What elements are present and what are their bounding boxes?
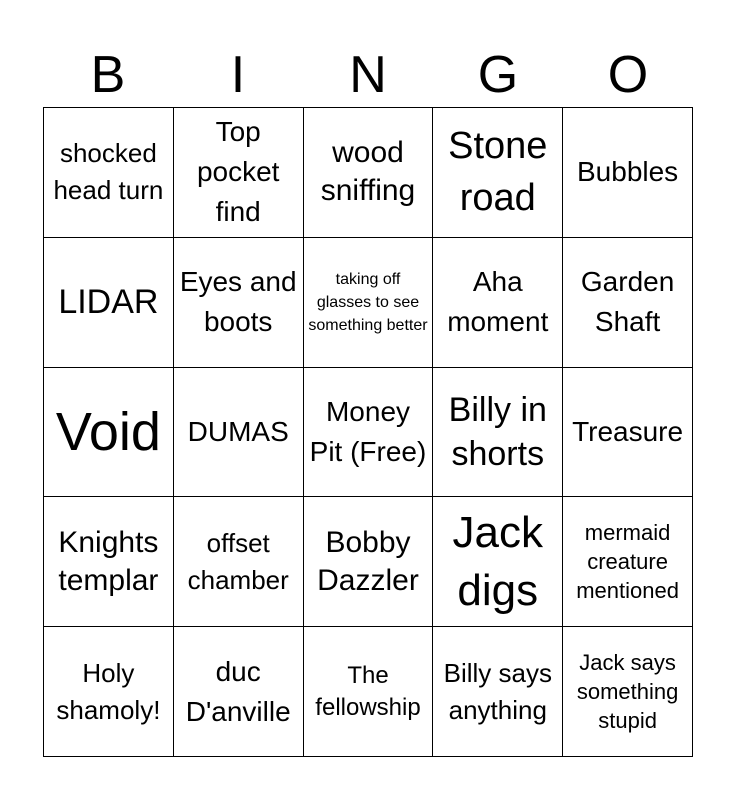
cell-text: Holy shamoly! <box>56 657 161 725</box>
cell-text: shocked head turn <box>53 138 164 206</box>
cell-text: Billy says anything <box>443 657 552 725</box>
cell-text: mermaid creature mentioned <box>576 520 679 604</box>
bingo-cell[interactable] <box>304 627 434 757</box>
bingo-cell[interactable] <box>433 108 563 238</box>
bingo-cell[interactable] <box>174 368 304 498</box>
cell-text: Knights templar <box>58 525 159 597</box>
cell-text: DUMAS <box>187 415 289 447</box>
cell-text: Garden Shaft <box>580 266 675 338</box>
bingo-cell[interactable] <box>433 238 563 368</box>
cell-text: Treasure <box>572 415 684 447</box>
bingo-card <box>43 107 693 757</box>
bingo-cell[interactable] <box>304 108 434 238</box>
cell-text: offset chamber <box>187 527 289 595</box>
cell-text: The fellowship <box>315 661 421 721</box>
bingo-cell free-space[interactable] <box>304 368 434 498</box>
bingo-cell[interactable] <box>563 238 693 368</box>
bingo-cell[interactable] <box>174 238 304 368</box>
cell-text: Billy in shorts <box>448 390 547 473</box>
bingo-cell[interactable] <box>44 627 174 757</box>
bingo-cell[interactable] <box>174 497 304 627</box>
cell-text: Bobby Dazzler <box>317 525 419 597</box>
bingo-cell[interactable] <box>563 368 693 498</box>
bingo-cell[interactable] <box>44 368 174 498</box>
cell-text: wood sniffing <box>320 136 416 208</box>
bingo-cell[interactable] <box>174 627 304 757</box>
cell-text: Void <box>55 401 161 462</box>
bingo-cell[interactable] <box>44 497 174 627</box>
cell-text: Aha moment <box>447 266 549 338</box>
bingo-header <box>43 44 693 106</box>
header-letter-g: G <box>477 46 519 104</box>
bingo-cell[interactable] <box>433 497 563 627</box>
header-letter-b: B <box>90 46 126 104</box>
bingo-cell[interactable] <box>304 238 434 368</box>
bingo-cell[interactable] <box>563 627 693 757</box>
cell-text: Stone road <box>448 125 548 220</box>
cell-text: Eyes and boots <box>179 266 297 338</box>
cell-text: Top pocket find <box>196 116 280 228</box>
header-letter-i: I <box>230 46 246 104</box>
cell-text: LIDAR <box>58 283 159 322</box>
bingo-cell[interactable] <box>433 627 563 757</box>
cell-text: Money Pit (Free) <box>309 395 427 467</box>
bingo-cell[interactable] <box>433 368 563 498</box>
bingo-cell[interactable] <box>44 238 174 368</box>
cell-text: Bubbles <box>577 156 679 188</box>
cell-text: duc D'anville <box>185 655 291 727</box>
bingo-cell[interactable] <box>563 497 693 627</box>
header-letter-n: N <box>349 46 387 104</box>
cell-text: taking off glasses to see something better <box>308 270 428 334</box>
cell-text: Jack digs <box>452 507 544 615</box>
cell-text: Jack says something stupid <box>576 650 679 734</box>
bingo-cell[interactable] <box>174 108 304 238</box>
bingo-cell[interactable] <box>563 108 693 238</box>
bingo-cell[interactable] <box>44 108 174 238</box>
bingo-cell[interactable] <box>304 497 434 627</box>
header-letter-o: O <box>607 46 649 104</box>
